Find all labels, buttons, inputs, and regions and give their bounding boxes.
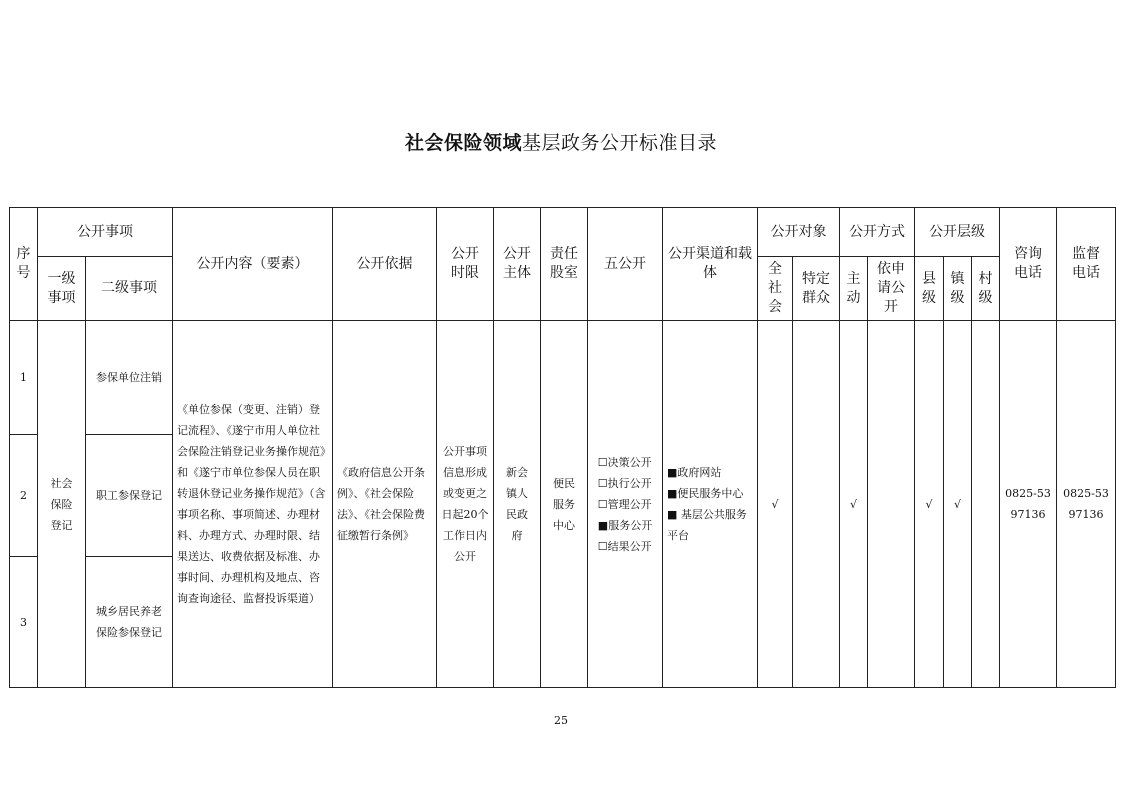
five-open-cell [588,321,663,688]
five-open-management: ☐管理公开 [597,497,652,511]
header-supervise-phone: 监督电话 [1057,208,1116,321]
header-object-all: 全社会 [758,257,793,321]
header-method-apply: 依申请公开 [868,257,915,321]
header-time-limit: 公开时限 [437,208,494,321]
level1-cell: 社会保险登记 [38,321,86,688]
header-channel: 公开渠道和载体 [663,208,758,321]
five-open-service: ■服务公开 [597,518,653,532]
level-county-check: √ [915,321,944,688]
method-apply-cell [868,321,915,688]
row-level2: 参保单位注销 [86,321,173,435]
header-level1: 一级事项 [38,257,86,321]
header-object: 公开对象 [758,208,840,257]
five-open-execution: ☐执行公开 [597,476,652,490]
page-title-bold: 社会保险领域 [404,132,522,154]
header-content: 公开内容（要素） [173,208,333,321]
page-number: 25 [554,714,568,727]
page-title-rest: 基层政务公开标准目录 [522,132,718,154]
header-basis: 公开依据 [333,208,437,321]
basis-cell: 《政府信息公开条例》、《社会保险法》、《社会保险费征缴暂行条例》 [333,321,437,688]
header-object-specific: 特定群众 [793,257,840,321]
level-town-check: √ [944,321,972,688]
supervise-phone-cell: 0825-53 97136 [1057,321,1116,688]
consult-phone-cell: 0825-53 97136 [1000,321,1057,688]
row-seq: 3 [10,557,38,688]
row-seq: 1 [10,321,38,435]
five-open-decision: ☐决策公开 [597,455,652,469]
header-subject: 公开主体 [494,208,541,321]
table-row [10,321,1116,435]
header-level-town: 镇级 [944,257,972,321]
object-all-check: √ [758,321,793,688]
header-office: 责任股室 [541,208,588,321]
page-title [0,128,1122,155]
content-cell: 《单位参保（变更、注销）登记流程》、《遂宁市用人单位社会保险注销登记业务操作规范》和《遂宁市单位参保人员在职转退休登记业务操作规范》（含事项名称、事项简述、办理材料、办理方式、办理时限、结果送达、收费依据及标准、办事时间、办理机构及地点、咨询查询途径、监督投诉渠道） [173,321,333,688]
office-cell: 便民服务中心 [541,321,588,688]
header-seq: 序号 [10,208,38,321]
header-level-county: 县级 [915,257,944,321]
header-matter: 公开事项 [38,208,173,257]
header-five-open: 五公开 [588,208,663,321]
header-method-active: 主动 [840,257,868,321]
row-level2: 职工参保登记 [86,435,173,557]
header-method: 公开方式 [840,208,915,257]
method-active-check: √ [840,321,868,688]
row-seq: 2 [10,435,38,557]
subject-cell: 新会镇人民政府 [494,321,541,688]
channel-public-platform: ■ 基层公共服务平台 [667,508,747,542]
header-level2: 二级事项 [86,257,173,321]
row-level2: 城乡居民养老保险参保登记 [86,557,173,688]
object-specific-cell [793,321,840,688]
channel-service-center: ■便民服务中心 [667,487,744,500]
catalog-table [9,207,1116,688]
time-limit-cell: 公开事项信息形成或变更之日起20个工作日内公开 [437,321,494,688]
header-level-village: 村级 [972,257,1000,321]
channel-website: ■政府网站 [667,466,722,479]
five-open-result: ☐结果公开 [597,539,652,553]
header-level: 公开层级 [915,208,1000,257]
level-village-cell [972,321,1000,688]
channel-cell [663,321,758,688]
header-consult-phone: 咨询电话 [1000,208,1057,321]
